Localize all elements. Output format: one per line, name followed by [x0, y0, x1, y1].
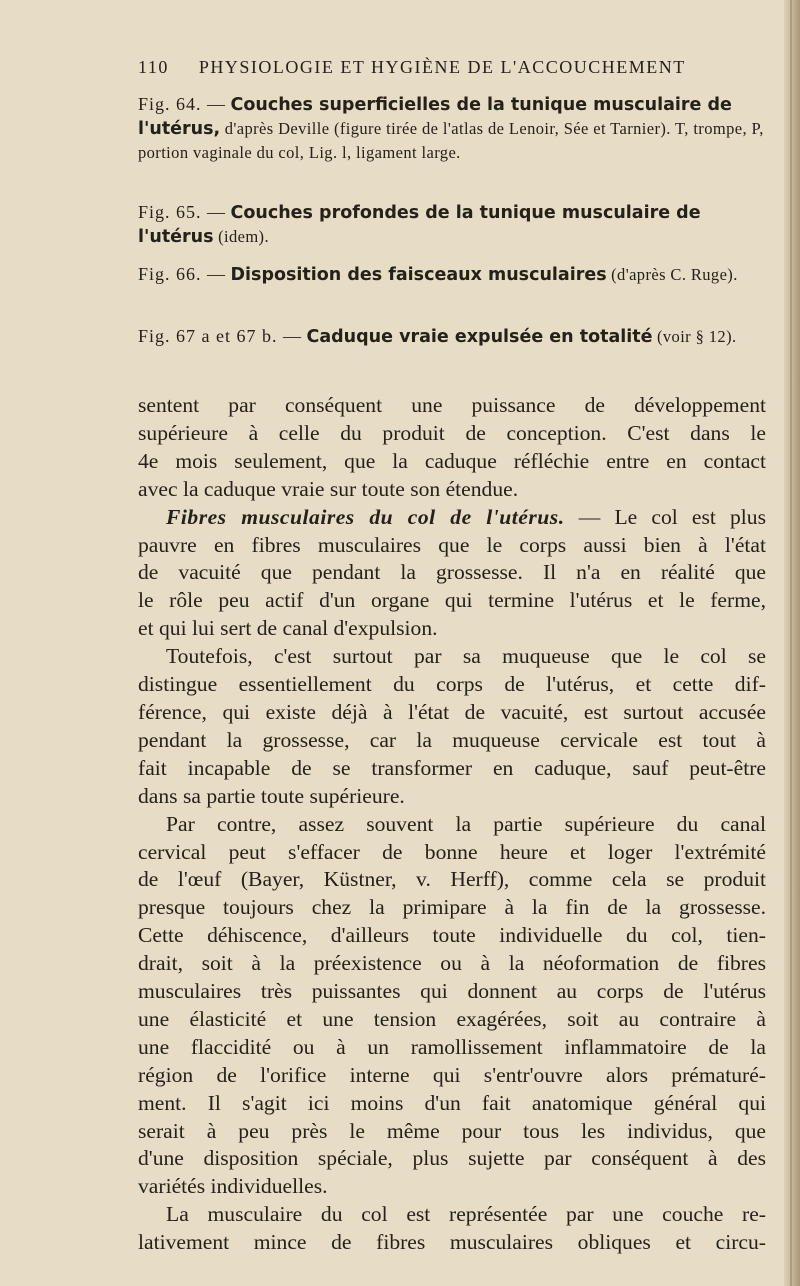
text-line: cervical peut s'effacer de bonne heure et loger l'extrémité: [138, 839, 766, 864]
caption-title: Caduque vraie expulsée en totalité: [306, 327, 653, 347]
text-line: et qui lui sert de canal d'expulsion.: [138, 616, 438, 641]
text-line: Par contre, assez souvent la partie supérieure du canal: [166, 811, 766, 836]
caption-source: d'après Deville (figure tirée de l'atlas de Lenoir, Sée et Tarnier). T, trompe, P, portion vaginale du col, Lig. l, ligament large.: [138, 119, 764, 162]
figure-caption-66: [138, 263, 768, 287]
caption-title: Couches profondes de la tunique musculaire de l'utérus: [138, 203, 701, 247]
paragraph-1: [138, 392, 766, 504]
text-line: ment. Il s'agit ici moins d'un fait anatomique général qui: [138, 1090, 766, 1115]
paragraph-4: [138, 811, 766, 1202]
running-header: [138, 57, 758, 78]
caption-title: Couches superficielles de la tunique musculaire de l'utérus,: [138, 95, 732, 139]
caption-label: Fig. 67 a et 67 b. —: [138, 326, 302, 346]
text-line: Toutefois, c'est surtout par sa muqueuse que le col se: [166, 644, 766, 669]
text-line: de vacuité que pendant la grossesse. Il n'a en réalité que: [138, 560, 766, 585]
text-line: variétés individuelles.: [138, 1174, 328, 1199]
figure-caption-67: [138, 325, 768, 349]
text-line: drait, soit à la préexistence ou à la néoformation de fibres: [138, 951, 766, 976]
text-line: musculaires très puissantes qui donnent au corps de l'utérus: [138, 979, 766, 1004]
text-line: La musculaire du col est représentée par une couche re-: [166, 1202, 766, 1227]
text-line: férence, qui existe déjà à l'état de vacuité, est surtout accusée: [138, 699, 766, 724]
caption-source: (d'après C. Ruge).: [611, 265, 738, 284]
text-line: supérieure à celle du produit de conception. C'est dans le: [138, 420, 766, 445]
text-line: sentent par conséquent une puissance de développement: [138, 393, 766, 417]
page-edge-line: [790, 0, 792, 1286]
text-line: une élasticité et une tension exagérées, soit au contraire à: [138, 1006, 766, 1031]
text-line: une flaccidité ou à un ramollissement inflammatoire de la: [138, 1034, 766, 1059]
body-text: [138, 392, 766, 1257]
figure-caption-64: [138, 93, 768, 164]
caption-label: Fig. 64. —: [138, 94, 227, 114]
running-title: PHYSIOLOGIE ET HYGIÈNE DE L'ACCOUCHEMENT: [198, 57, 686, 77]
caption-title: Disposition des faisceaux musculaires: [230, 265, 607, 285]
caption-source: (voir § 12).: [657, 327, 737, 346]
text-run: — Le col est plus: [564, 504, 766, 529]
text-line: pendant la grossesse, car la muqueuse cervicale est tout à: [138, 727, 766, 752]
text-line: le rôle peu actif d'un organe qui termine l'utérus et le ferme,: [138, 588, 766, 613]
paragraph-3: [138, 643, 766, 810]
text-line: presque toujours chez la primipare à la fin de la grossesse.: [138, 895, 766, 920]
text-line: avec la caduque vraie sur toute son étendue.: [138, 476, 519, 501]
page-edge: [784, 0, 800, 1286]
text-line: [138, 504, 766, 532]
text-line: fait incapable de se transformer en caduque, sauf peut-être: [138, 755, 766, 780]
page-number: 110: [138, 57, 169, 77]
paragraph-2: [138, 504, 766, 644]
caption-label: Fig. 66. —: [138, 264, 227, 284]
text-line: d'une disposition spéciale, plus sujette par conséquent à des: [138, 1146, 766, 1171]
text-line: région de l'orifice interne qui s'entr'ouvre alors prématuré-: [138, 1062, 766, 1087]
figure-caption-65: [138, 201, 768, 249]
text-line: serait à peu près le même pour tous les individus, que: [138, 1118, 766, 1143]
paragraph-5: [138, 1201, 766, 1257]
text-line: pauvre en fibres musculaires que le corps aussi bien à l'état: [138, 532, 766, 557]
text-line: 4e mois seulement, que la caduque réfléchie entre en contact: [138, 448, 766, 473]
section-heading: Fibres musculaires du col de l'utérus.: [166, 504, 565, 529]
caption-label: Fig. 65. —: [138, 202, 227, 222]
caption-source: (idem).: [218, 227, 269, 246]
text-line: lativement mince de fibres musculaires obliques et circu-: [138, 1230, 766, 1255]
text-line: distingue essentiellement du corps de l'utérus, et cette dif-: [138, 672, 766, 697]
text-line: de l'œuf (Bayer, Küstner, v. Herff), comme cela se produit: [138, 867, 766, 892]
text-line: Cette déhiscence, d'ailleurs toute individuelle du col, tien-: [138, 923, 766, 948]
text-line: dans sa partie toute supérieure.: [138, 783, 405, 808]
